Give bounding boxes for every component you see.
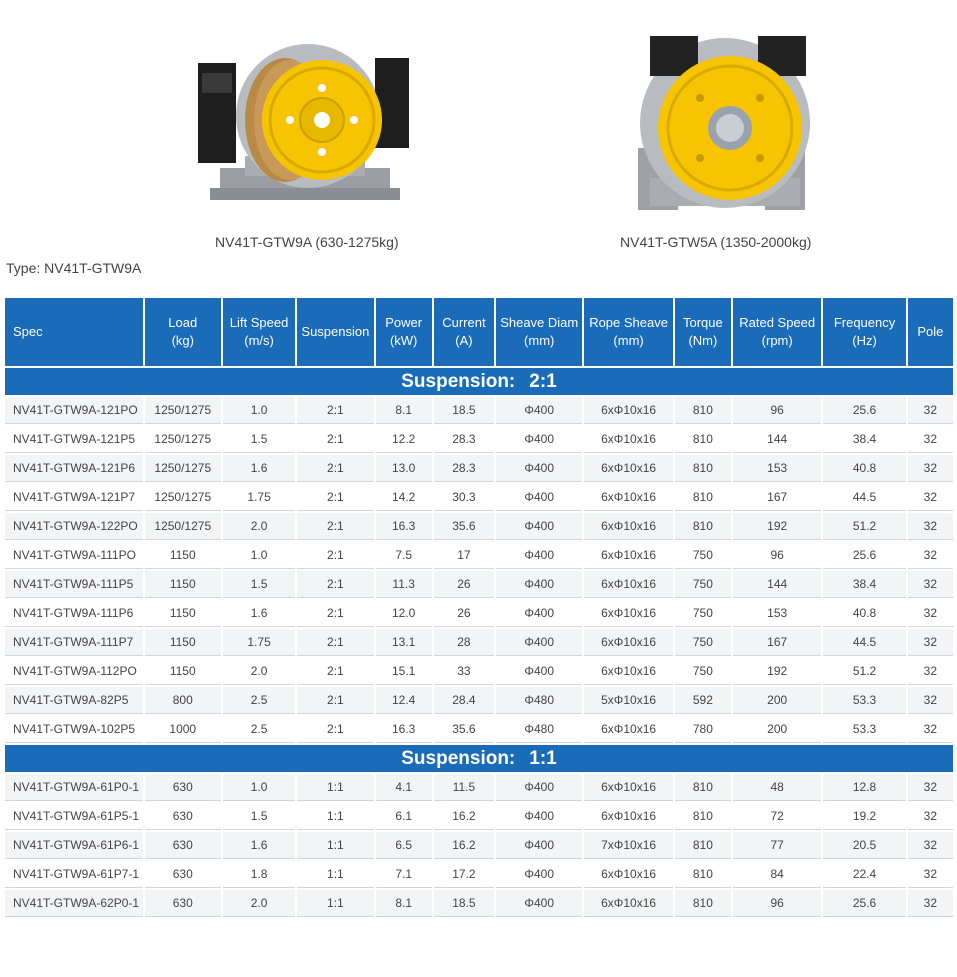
column-header bbox=[376, 298, 432, 366]
column-header-name: Frequency bbox=[833, 315, 896, 330]
table-cell: 25.6 bbox=[823, 890, 905, 917]
table-cell: 25.6 bbox=[823, 542, 905, 569]
table-cell: Φ400 bbox=[496, 397, 582, 424]
table-cell: 2:1 bbox=[297, 600, 373, 627]
table-cell: Φ400 bbox=[496, 600, 582, 627]
table-cell: 7xΦ10x16 bbox=[584, 832, 672, 859]
table-cell: 2.0 bbox=[223, 658, 295, 685]
table-cell: 6xΦ10x16 bbox=[584, 890, 672, 917]
table-cell: 167 bbox=[733, 484, 821, 511]
table-cell: Φ400 bbox=[496, 861, 582, 888]
table-cell: 2.5 bbox=[223, 716, 295, 743]
table-cell: 40.8 bbox=[823, 600, 905, 627]
table-row bbox=[5, 426, 953, 453]
table-cell: 11.5 bbox=[434, 774, 494, 801]
table-row bbox=[5, 861, 953, 888]
table-cell: 96 bbox=[733, 890, 821, 917]
table-cell: 18.5 bbox=[434, 397, 494, 424]
column-header bbox=[908, 298, 953, 366]
table-cell: 810 bbox=[675, 426, 731, 453]
column-header bbox=[584, 298, 672, 366]
table-cell: 6xΦ10x16 bbox=[584, 774, 672, 801]
column-header-unit: (mm) bbox=[613, 333, 644, 348]
table-cell: 12.4 bbox=[376, 687, 432, 714]
table-cell: 2:1 bbox=[297, 571, 373, 598]
table-cell: 1000 bbox=[145, 716, 221, 743]
column-header-name: Lift Speed bbox=[229, 315, 289, 330]
table-cell: 2:1 bbox=[297, 687, 373, 714]
table-cell: 144 bbox=[733, 571, 821, 598]
table-cell: 32 bbox=[908, 542, 953, 569]
table-cell: 12.0 bbox=[376, 600, 432, 627]
table-cell: 2.0 bbox=[223, 513, 295, 540]
table-cell: NV41T-GTW9A-121P6 bbox=[5, 455, 143, 482]
table-cell: 750 bbox=[675, 542, 731, 569]
table-row bbox=[5, 774, 953, 801]
table-cell: Φ400 bbox=[496, 803, 582, 830]
table-row bbox=[5, 890, 953, 917]
table-row bbox=[5, 600, 953, 627]
table-cell: 32 bbox=[908, 600, 953, 627]
table-cell: NV41T-GTW9A-111P5 bbox=[5, 571, 143, 598]
table-cell: 16.2 bbox=[434, 832, 494, 859]
table-cell: 6.1 bbox=[376, 803, 432, 830]
table-cell: 38.4 bbox=[823, 571, 905, 598]
table-cell: 2:1 bbox=[297, 397, 373, 424]
table-cell: 192 bbox=[733, 513, 821, 540]
table-cell: 810 bbox=[675, 455, 731, 482]
table-cell: NV41T-GTW9A-121P5 bbox=[5, 426, 143, 453]
table-row bbox=[5, 629, 953, 656]
table-cell: 7.5 bbox=[376, 542, 432, 569]
table-cell: 44.5 bbox=[823, 484, 905, 511]
table-cell: 810 bbox=[675, 832, 731, 859]
table-cell: 6xΦ10x16 bbox=[584, 397, 672, 424]
table-cell: 32 bbox=[908, 890, 953, 917]
table-cell: 630 bbox=[145, 861, 221, 888]
table-cell: 1.0 bbox=[223, 397, 295, 424]
table-row bbox=[5, 658, 953, 685]
table-cell: NV41T-GTW9A-121P7 bbox=[5, 484, 143, 511]
table-cell: 630 bbox=[145, 832, 221, 859]
table-cell: 33 bbox=[434, 658, 494, 685]
table-cell: 32 bbox=[908, 716, 953, 743]
table-cell: 16.2 bbox=[434, 803, 494, 830]
table-cell: 32 bbox=[908, 774, 953, 801]
column-header bbox=[297, 298, 373, 366]
table-cell: 26 bbox=[434, 571, 494, 598]
table-cell: Φ400 bbox=[496, 484, 582, 511]
table-cell: 2:1 bbox=[297, 484, 373, 511]
table-cell: 6xΦ10x16 bbox=[584, 716, 672, 743]
column-header-name: Rated Speed bbox=[739, 315, 816, 330]
traction-machine-gtw5a-image bbox=[630, 28, 820, 218]
table-cell: 630 bbox=[145, 803, 221, 830]
table-cell: 13.0 bbox=[376, 455, 432, 482]
table-cell: 810 bbox=[675, 890, 731, 917]
table-cell: 200 bbox=[733, 716, 821, 743]
table-cell: 5xΦ10x16 bbox=[584, 687, 672, 714]
column-header bbox=[434, 298, 494, 366]
column-header-name: Spec bbox=[13, 324, 43, 339]
table-cell: 32 bbox=[908, 629, 953, 656]
table-cell: NV41T-GTW9A-122PO bbox=[5, 513, 143, 540]
table-cell: 17 bbox=[434, 542, 494, 569]
table-cell: Φ400 bbox=[496, 426, 582, 453]
column-header-unit: (m/s) bbox=[244, 333, 274, 348]
table-body bbox=[5, 368, 953, 917]
table-cell: 750 bbox=[675, 658, 731, 685]
table-cell: 810 bbox=[675, 484, 731, 511]
table-cell: 800 bbox=[145, 687, 221, 714]
table-cell: 32 bbox=[908, 832, 953, 859]
traction-machine-gtw9a-image bbox=[190, 28, 415, 208]
column-header-unit: (kg) bbox=[171, 333, 194, 348]
column-header-unit: (Nm) bbox=[688, 333, 718, 348]
table-cell: 1.6 bbox=[223, 832, 295, 859]
table-cell: 1250/1275 bbox=[145, 513, 221, 540]
table-cell: 35.6 bbox=[434, 513, 494, 540]
table-cell: 53.3 bbox=[823, 716, 905, 743]
table-cell: 1:1 bbox=[297, 890, 373, 917]
table-cell: 750 bbox=[675, 629, 731, 656]
table-cell: 810 bbox=[675, 861, 731, 888]
table-cell: NV41T-GTW9A-62P0-1 bbox=[5, 890, 143, 917]
table-cell: 8.1 bbox=[376, 890, 432, 917]
table-cell: 6xΦ10x16 bbox=[584, 484, 672, 511]
table-cell: 28.3 bbox=[434, 455, 494, 482]
table-cell: NV41T-GTW9A-61P7-1 bbox=[5, 861, 143, 888]
table-cell: 48 bbox=[733, 774, 821, 801]
table-cell: 32 bbox=[908, 571, 953, 598]
table-cell: 6.5 bbox=[376, 832, 432, 859]
table-cell: 1.6 bbox=[223, 600, 295, 627]
column-header-name: Sheave Diam bbox=[500, 315, 579, 330]
table-cell: 28 bbox=[434, 629, 494, 656]
table-cell: 77 bbox=[733, 832, 821, 859]
table-cell: 1150 bbox=[145, 629, 221, 656]
table-cell: 4.1 bbox=[376, 774, 432, 801]
table-row bbox=[5, 542, 953, 569]
table-cell: 28.3 bbox=[434, 426, 494, 453]
table-cell: 22.4 bbox=[823, 861, 905, 888]
column-header bbox=[675, 298, 731, 366]
table-cell: Φ480 bbox=[496, 687, 582, 714]
table-cell: 810 bbox=[675, 397, 731, 424]
table-cell: 30.3 bbox=[434, 484, 494, 511]
table-cell: NV41T-GTW9A-112PO bbox=[5, 658, 143, 685]
table-cell: 1150 bbox=[145, 658, 221, 685]
table-cell: 96 bbox=[733, 542, 821, 569]
table-cell: Φ400 bbox=[496, 513, 582, 540]
table-cell: 2:1 bbox=[297, 716, 373, 743]
table-cell: 1.6 bbox=[223, 455, 295, 482]
table-cell: 6xΦ10x16 bbox=[584, 600, 672, 627]
table-cell: 32 bbox=[908, 426, 953, 453]
table-row bbox=[5, 513, 953, 540]
table-cell: 32 bbox=[908, 803, 953, 830]
table-cell: 44.5 bbox=[823, 629, 905, 656]
column-header-name: Current bbox=[442, 315, 486, 330]
table-cell: 1150 bbox=[145, 571, 221, 598]
table-cell: 6xΦ10x16 bbox=[584, 861, 672, 888]
section-label: Suspension: bbox=[401, 747, 516, 769]
table-cell: 192 bbox=[733, 658, 821, 685]
table-row bbox=[5, 716, 953, 743]
column-header bbox=[733, 298, 821, 366]
table-cell: 153 bbox=[733, 600, 821, 627]
product-caption-gtw5a: NV41T-GTW5A (1350-2000kg) bbox=[620, 234, 812, 250]
table-cell: 6xΦ10x16 bbox=[584, 629, 672, 656]
table-cell: Φ400 bbox=[496, 890, 582, 917]
table-cell: 32 bbox=[908, 658, 953, 685]
table-cell: 6xΦ10x16 bbox=[584, 658, 672, 685]
table-cell: 8.1 bbox=[376, 397, 432, 424]
section-header-row bbox=[5, 745, 953, 772]
section-ratio: 2:1 bbox=[529, 370, 557, 392]
table-cell: 2.0 bbox=[223, 890, 295, 917]
type-label: Type: NV41T-GTW9A bbox=[6, 260, 142, 276]
table-cell: 2:1 bbox=[297, 629, 373, 656]
table-row bbox=[5, 832, 953, 859]
table-cell: 167 bbox=[733, 629, 821, 656]
section-label: Suspension: bbox=[401, 370, 516, 392]
table-cell: 32 bbox=[908, 397, 953, 424]
table-cell: 2:1 bbox=[297, 542, 373, 569]
table-cell: Φ400 bbox=[496, 571, 582, 598]
table-cell: 750 bbox=[675, 600, 731, 627]
section-header-row bbox=[5, 368, 953, 395]
table-cell: 592 bbox=[675, 687, 731, 714]
table-cell: 1.75 bbox=[223, 484, 295, 511]
table-cell: NV41T-GTW9A-102P5 bbox=[5, 716, 143, 743]
table-cell: 1.5 bbox=[223, 803, 295, 830]
table-row bbox=[5, 455, 953, 482]
table-cell: 1:1 bbox=[297, 803, 373, 830]
table-cell: 6xΦ10x16 bbox=[584, 803, 672, 830]
table-cell: 14.2 bbox=[376, 484, 432, 511]
table-row bbox=[5, 803, 953, 830]
column-header-name: Pole bbox=[917, 324, 944, 339]
column-header-unit: (Hz) bbox=[852, 333, 877, 348]
table-cell: 32 bbox=[908, 513, 953, 540]
table-cell: NV41T-GTW9A-111PO bbox=[5, 542, 143, 569]
table-cell: NV41T-GTW9A-111P6 bbox=[5, 600, 143, 627]
column-header-name: Rope Sheave bbox=[589, 315, 668, 330]
table-cell: 53.3 bbox=[823, 687, 905, 714]
column-header-name: Load bbox=[168, 315, 198, 330]
spec-table bbox=[3, 296, 955, 919]
column-header bbox=[223, 298, 295, 366]
table-cell: 19.2 bbox=[823, 803, 905, 830]
table-cell: 7.1 bbox=[376, 861, 432, 888]
table-cell: 12.2 bbox=[376, 426, 432, 453]
table-cell: Φ480 bbox=[496, 716, 582, 743]
table-cell: 1:1 bbox=[297, 861, 373, 888]
table-cell: 2:1 bbox=[297, 513, 373, 540]
table-cell: NV41T-GTW9A-61P6-1 bbox=[5, 832, 143, 859]
table-cell: 13.1 bbox=[376, 629, 432, 656]
table-cell: 2:1 bbox=[297, 455, 373, 482]
table-cell: 16.3 bbox=[376, 513, 432, 540]
table-cell: 6xΦ10x16 bbox=[584, 542, 672, 569]
table-cell: NV41T-GTW9A-61P5-1 bbox=[5, 803, 143, 830]
table-cell: 51.2 bbox=[823, 658, 905, 685]
table-cell: 96 bbox=[733, 397, 821, 424]
table-row bbox=[5, 687, 953, 714]
table-cell: Φ400 bbox=[496, 658, 582, 685]
table-cell: 6xΦ10x16 bbox=[584, 571, 672, 598]
table-cell: 1:1 bbox=[297, 774, 373, 801]
column-header bbox=[5, 298, 143, 366]
table-cell: Φ400 bbox=[496, 774, 582, 801]
table-cell: 1.5 bbox=[223, 571, 295, 598]
section-ratio: 1:1 bbox=[529, 747, 557, 769]
table-cell: 28.4 bbox=[434, 687, 494, 714]
table-cell: 1:1 bbox=[297, 832, 373, 859]
table-cell: 51.2 bbox=[823, 513, 905, 540]
column-header bbox=[823, 298, 905, 366]
section-title bbox=[5, 368, 953, 395]
product-caption-gtw9a: NV41T-GTW9A (630-1275kg) bbox=[215, 234, 399, 250]
table-cell: 11.3 bbox=[376, 571, 432, 598]
table-cell: Φ400 bbox=[496, 542, 582, 569]
table-cell: 810 bbox=[675, 774, 731, 801]
table-cell: 144 bbox=[733, 426, 821, 453]
column-header bbox=[145, 298, 221, 366]
table-cell: 25.6 bbox=[823, 397, 905, 424]
column-header-unit: (A) bbox=[455, 333, 473, 348]
table-cell: 6xΦ10x16 bbox=[584, 513, 672, 540]
table-cell: 1250/1275 bbox=[145, 426, 221, 453]
table-cell: 15.1 bbox=[376, 658, 432, 685]
table-cell: 35.6 bbox=[434, 716, 494, 743]
table-row bbox=[5, 571, 953, 598]
product-hero bbox=[0, 0, 957, 276]
table-cell: NV41T-GTW9A-111P7 bbox=[5, 629, 143, 656]
table-cell: 630 bbox=[145, 890, 221, 917]
table-cell: 32 bbox=[908, 455, 953, 482]
table-cell: 84 bbox=[733, 861, 821, 888]
table-cell: 1.75 bbox=[223, 629, 295, 656]
table-cell: 17.2 bbox=[434, 861, 494, 888]
column-header-name: Torque bbox=[683, 315, 723, 330]
table-cell: 26 bbox=[434, 600, 494, 627]
table-cell: 1150 bbox=[145, 600, 221, 627]
table-cell: 1250/1275 bbox=[145, 397, 221, 424]
column-header-unit: (rpm) bbox=[761, 333, 793, 348]
column-header-unit: (kW) bbox=[389, 333, 418, 348]
table-row bbox=[5, 397, 953, 424]
table-cell: 810 bbox=[675, 803, 731, 830]
table-cell: 1.8 bbox=[223, 861, 295, 888]
table-cell: 32 bbox=[908, 687, 953, 714]
table-cell: Φ400 bbox=[496, 629, 582, 656]
table-cell: 2:1 bbox=[297, 426, 373, 453]
table-cell: 780 bbox=[675, 716, 731, 743]
table-cell: 1150 bbox=[145, 542, 221, 569]
table-header-row bbox=[5, 298, 953, 366]
table-cell: 1.0 bbox=[223, 774, 295, 801]
table-cell: 32 bbox=[908, 484, 953, 511]
column-header-name: Suspension bbox=[301, 324, 370, 339]
table-cell: 750 bbox=[675, 571, 731, 598]
table-cell: 18.5 bbox=[434, 890, 494, 917]
table-cell: 1.0 bbox=[223, 542, 295, 569]
table-cell: 6xΦ10x16 bbox=[584, 455, 672, 482]
column-header bbox=[496, 298, 582, 366]
table-cell: 1250/1275 bbox=[145, 455, 221, 482]
table-cell: 40.8 bbox=[823, 455, 905, 482]
section-title bbox=[5, 745, 953, 772]
table-cell: 630 bbox=[145, 774, 221, 801]
table-cell: 32 bbox=[908, 861, 953, 888]
table-cell: 810 bbox=[675, 513, 731, 540]
table-cell: 1.5 bbox=[223, 426, 295, 453]
table-cell: 72 bbox=[733, 803, 821, 830]
table-cell: 153 bbox=[733, 455, 821, 482]
table-cell: 38.4 bbox=[823, 426, 905, 453]
table-row bbox=[5, 484, 953, 511]
table-cell: Φ400 bbox=[496, 832, 582, 859]
table-cell: NV41T-GTW9A-121PO bbox=[5, 397, 143, 424]
table-cell: 16.3 bbox=[376, 716, 432, 743]
table-cell: Φ400 bbox=[496, 455, 582, 482]
table-cell: 200 bbox=[733, 687, 821, 714]
column-header-unit: (mm) bbox=[524, 333, 555, 348]
table-cell: 6xΦ10x16 bbox=[584, 426, 672, 453]
table-cell: 1250/1275 bbox=[145, 484, 221, 511]
table-cell: 12.8 bbox=[823, 774, 905, 801]
table-cell: NV41T-GTW9A-61P0-1 bbox=[5, 774, 143, 801]
table-cell: 2:1 bbox=[297, 658, 373, 685]
table-cell: 20.5 bbox=[823, 832, 905, 859]
table-cell: 2.5 bbox=[223, 687, 295, 714]
table-cell: NV41T-GTW9A-82P5 bbox=[5, 687, 143, 714]
column-header-name: Power bbox=[385, 315, 423, 330]
